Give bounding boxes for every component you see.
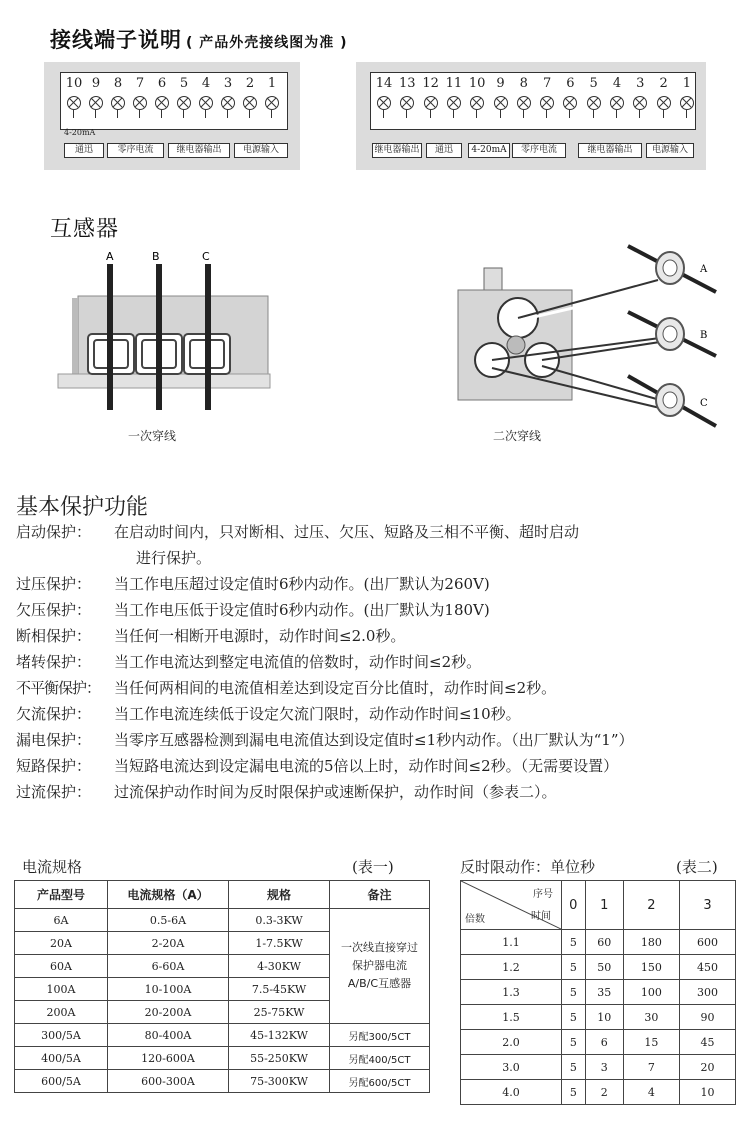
t2-cell: 5 (562, 930, 586, 955)
terminal-lead-left-7 (227, 110, 228, 118)
t2-col-0: 0 (562, 881, 586, 930)
terminal-screw-right-12 (657, 96, 671, 110)
terminal-lead-left-6 (205, 110, 206, 118)
t1-note-line: 保护器电流 (352, 959, 407, 972)
terminal-screw-left-2 (111, 96, 125, 110)
terminal-number-right-13: 1 (682, 76, 692, 91)
t2-cell: 10 (585, 1005, 623, 1030)
table-row (461, 1005, 736, 1030)
terminal-screw-left-1 (89, 96, 103, 110)
terminal-screw-right-0 (377, 96, 391, 110)
terminal-lead-right-4 (476, 110, 477, 118)
t1-cell: 25-75KW (229, 1001, 330, 1024)
terminal-number-right-1: 13 (399, 76, 416, 91)
terminal-number-left-6: 4 (201, 76, 211, 91)
terminals-subtitle: ( 产品外壳接线图为准 ) (186, 35, 348, 51)
terminal-screw-right-2 (424, 96, 438, 110)
t2-cell: 300 (679, 980, 735, 1005)
terminal-lead-left-2 (117, 110, 118, 118)
label-relay-right-1: 继电器输出 (372, 143, 422, 158)
label-power-left: 电源输入 (234, 143, 288, 158)
table-row (15, 909, 430, 932)
t2-cell: 5 (562, 955, 586, 980)
protection-text: 过流保护动作时间为反时限保护或速断保护，动作时间（参表二）。 (114, 783, 557, 801)
protection-key: 欠压保护： (16, 601, 92, 619)
t1-cell: 0.3-3KW (229, 909, 330, 932)
t1-cell: 7.5-45KW (229, 978, 330, 1001)
table-row (15, 1047, 430, 1070)
t2-col-1: 1 (585, 881, 623, 930)
t1-header-spec: 规格 (229, 881, 330, 909)
t1-cell: 400/5A (15, 1047, 108, 1070)
table-row (15, 1024, 430, 1047)
secondary-phase-b: B (700, 330, 708, 341)
t2-cell: 6 (585, 1030, 623, 1055)
table-row (461, 1080, 736, 1105)
t2-corner-left: 倍数 (465, 914, 485, 925)
t1-cell: 100A (15, 978, 108, 1001)
terminal-number-right-0: 14 (375, 76, 393, 91)
protection-item (16, 782, 557, 802)
t2-cell: 4 (623, 1080, 679, 1105)
protection-item (16, 522, 579, 542)
t2-col-3: 3 (679, 881, 735, 930)
transformer-title: 互感器 (50, 217, 120, 242)
terminal-lead-left-4 (161, 110, 162, 118)
protection-text: 当工作电压超过设定值时6秒内动作。(出厂默认为260V) (114, 575, 490, 593)
t1-note: 另配400/5CT (330, 1047, 430, 1070)
t1-cell: 6-60A (108, 955, 229, 978)
table-row (461, 930, 736, 955)
protection-item (16, 574, 490, 594)
terminal-number-left-2: 8 (113, 76, 123, 91)
t2-cell: 15 (623, 1030, 679, 1055)
t2-cell: 4.0 (461, 1080, 562, 1105)
secondary-ct-diagram (448, 240, 723, 430)
label-comm-right: 通迅 (426, 143, 462, 158)
terminal-lead-right-10 (616, 110, 617, 118)
terminal-screw-right-7 (540, 96, 554, 110)
t2-col-2: 2 (623, 881, 679, 930)
protection-item (16, 704, 521, 724)
t2-cell: 50 (585, 955, 623, 980)
protection-key: 过流保护： (16, 783, 92, 801)
t2-cell: 3 (585, 1055, 623, 1080)
terminal-screw-left-6 (199, 96, 213, 110)
protection-item (16, 600, 490, 620)
terminal-lead-right-0 (383, 110, 384, 118)
label-zero-seq-right: 零序电流 (512, 143, 566, 158)
label-relay-left: 继电器输出 (168, 143, 230, 158)
terminal-lead-left-1 (95, 110, 96, 118)
protection-item (16, 756, 618, 776)
protection-item (16, 678, 556, 698)
terminal-screw-left-9 (265, 96, 279, 110)
terminal-number-right-11: 3 (636, 76, 645, 91)
protection-text: 当任何一相断开电源时，动作时间≤2.0秒。 (114, 627, 406, 645)
terminal-screw-right-9 (587, 96, 601, 110)
table2-title: 反时限动作：单位秒 (460, 858, 596, 876)
terminal-lead-right-11 (639, 110, 640, 118)
t1-note-merged (330, 909, 430, 1024)
label-4-20ma-right: 4-20mA (468, 143, 510, 158)
terminal-screw-right-6 (517, 96, 531, 110)
caption-secondary: 二次穿线 (493, 429, 542, 443)
protection-text: 当工作电流连续低于设定欠流门限时，动作动作时间≤10秒。 (114, 705, 521, 723)
secondary-phase-a: A (700, 264, 708, 275)
terminal-lead-right-7 (546, 110, 547, 118)
t2-cell: 5 (562, 1080, 586, 1105)
protection-text: 在启动时间内，只对断相、过压、欠压、短路及三相不平衡、超时启动 (114, 523, 580, 541)
t2-corner (461, 881, 562, 930)
terminal-lead-left-9 (271, 110, 272, 118)
t2-cell: 5 (562, 1005, 586, 1030)
terminal-screw-right-3 (447, 96, 461, 110)
protection-item (16, 730, 634, 750)
current-spec-table (14, 880, 430, 1093)
t2-cell: 90 (679, 1005, 735, 1030)
protection-key: 不平衡保护： (16, 679, 101, 697)
terminal-lead-left-0 (73, 110, 74, 118)
terminal-lead-right-8 (569, 110, 570, 118)
t2-cell: 5 (562, 980, 586, 1005)
phase-label-b: B (152, 250, 160, 263)
t1-note: 另配300/5CT (330, 1024, 430, 1047)
protection-text: 当工作电压低于设定值时6秒内动作。(出厂默认为180V) (114, 601, 490, 619)
terminal-number-left-8: 2 (245, 76, 255, 91)
terminal-lead-left-8 (249, 110, 250, 118)
terminal-number-right-12: 2 (659, 76, 668, 91)
terminal-screw-right-10 (610, 96, 624, 110)
t1-cell: 60A (15, 955, 108, 978)
label-power-right: 电源输入 (646, 143, 694, 158)
table-row (461, 1030, 736, 1055)
t2-cell: 1.1 (461, 930, 562, 955)
t1-note: 另配600/5CT (330, 1070, 430, 1093)
protection-key: 漏电保护： (16, 731, 92, 749)
t2-cell: 100 (623, 980, 679, 1005)
t1-cell: 0.5-6A (108, 909, 229, 932)
label-zero-seq-left: 零序电流 (107, 143, 164, 158)
t2-cell: 5 (562, 1030, 586, 1055)
t2-cell: 20 (679, 1055, 735, 1080)
terminal-number-left-9: 1 (267, 76, 277, 91)
protection-item (16, 652, 481, 672)
protection-key: 短路保护： (16, 757, 92, 775)
t2-cell: 1.2 (461, 955, 562, 980)
t2-cell: 5 (562, 1055, 586, 1080)
t1-cell: 4-30KW (229, 955, 330, 978)
t1-cell: 55-250KW (229, 1047, 330, 1070)
terminal-lead-right-6 (523, 110, 524, 118)
caption-primary: 一次穿线 (128, 429, 177, 443)
phase-label-c: C (202, 250, 210, 263)
t1-cell: 80-400A (108, 1024, 229, 1047)
table1-title: 电流规格 (22, 858, 83, 876)
t1-cell: 2-20A (108, 932, 229, 955)
table-row (461, 980, 736, 1005)
terminal-number-left-0: 10 (65, 76, 83, 91)
t2-cell: 3.0 (461, 1055, 562, 1080)
terminal-number-left-3: 7 (135, 76, 145, 91)
terminal-screw-right-13 (680, 96, 694, 110)
t1-cell: 10-100A (108, 978, 229, 1001)
protection-item (16, 626, 405, 646)
t1-cell: 300/5A (15, 1024, 108, 1047)
terminal-screw-left-4 (155, 96, 169, 110)
protection-key: 堵转保护： (16, 653, 92, 671)
protection-text: 当任何两相间的电流值相差达到设定百分比值时，动作时间≤2秒。 (114, 679, 557, 697)
terminal-number-right-8: 6 (566, 76, 575, 91)
terminal-lead-right-1 (406, 110, 407, 118)
t1-header-model: 产品型号 (15, 881, 108, 909)
table-row (461, 1055, 736, 1080)
terminal-lead-right-5 (500, 110, 501, 118)
terminal-lead-right-3 (453, 110, 454, 118)
t2-cell: 7 (623, 1055, 679, 1080)
t1-cell: 45-132KW (229, 1024, 330, 1047)
t2-cell: 45 (679, 1030, 735, 1055)
phase-label-a: A (106, 250, 114, 263)
table1-tag: (表一) (352, 858, 394, 876)
terminal-number-right-6: 8 (519, 76, 528, 91)
terminal-number-left-5: 5 (179, 76, 189, 91)
t2-cell: 1.3 (461, 980, 562, 1005)
tag-4-20ma-left: 4-20mA (64, 128, 96, 137)
terminal-number-right-10: 4 (612, 76, 622, 91)
primary-ct-diagram (50, 246, 280, 426)
t1-cell: 1-7.5KW (229, 932, 330, 955)
t1-note-line: 一次线直接穿过 (341, 941, 418, 954)
t2-cell: 30 (623, 1005, 679, 1030)
t1-header-range: 电流规格（A） (108, 881, 229, 909)
protection-key: 断相保护： (16, 627, 92, 645)
label-relay-right-2: 继电器输出 (578, 143, 642, 158)
protection-item (16, 548, 211, 568)
label-comm-left: 通迅 (64, 143, 104, 158)
protection-title: 基本保护功能 (16, 495, 149, 520)
table-row (15, 1070, 430, 1093)
inverse-time-table (460, 880, 736, 1105)
terminal-number-right-9: 5 (589, 76, 598, 91)
protection-text: 进行保护。 (136, 549, 212, 567)
terminal-screw-left-3 (133, 96, 147, 110)
t1-note-line: A/B/C互感器 (347, 977, 412, 990)
t1-cell: 20A (15, 932, 108, 955)
t2-corner-mid: 时间 (531, 911, 551, 922)
terminal-screw-left-0 (67, 96, 81, 110)
t1-header-note: 备注 (330, 881, 430, 909)
protection-key: 过压保护： (16, 575, 92, 593)
terminal-screw-left-8 (243, 96, 257, 110)
terminal-number-left-7: 3 (223, 76, 233, 91)
t2-cell: 150 (623, 955, 679, 980)
t2-cell: 2.0 (461, 1030, 562, 1055)
t2-cell: 35 (585, 980, 623, 1005)
terminal-lead-right-13 (686, 110, 687, 118)
terminal-screw-left-7 (221, 96, 235, 110)
t1-cell: 600-300A (108, 1070, 229, 1093)
table-row (461, 955, 736, 980)
protection-text: 当工作电流达到整定电流值的倍数时，动作时间≤2秒。 (114, 653, 482, 671)
t1-cell: 200A (15, 1001, 108, 1024)
t1-cell: 120-600A (108, 1047, 229, 1070)
terminal-number-right-2: 12 (422, 76, 439, 91)
table2-tag: (表二) (676, 858, 718, 876)
terminal-lead-right-12 (663, 110, 664, 118)
t1-cell: 20-200A (108, 1001, 229, 1024)
terminal-lead-right-9 (593, 110, 594, 118)
t2-cell: 2 (585, 1080, 623, 1105)
terminal-number-right-3: 11 (445, 76, 463, 91)
t2-cell: 600 (679, 930, 735, 955)
t1-cell: 600/5A (15, 1070, 108, 1093)
terminal-number-right-5: 9 (496, 76, 505, 91)
terminal-number-left-1: 9 (91, 76, 101, 91)
protection-key: 启动保护： (16, 523, 92, 541)
secondary-phase-c: C (700, 398, 708, 409)
t2-cell: 180 (623, 930, 679, 955)
protection-text: 当短路电流达到设定漏电电流的5倍以上时，动作时间≤2秒。（无需要设置） (114, 757, 619, 775)
terminal-number-right-7: 7 (542, 76, 552, 91)
terminal-screw-left-5 (177, 96, 191, 110)
protection-text: 当零序互感器检测到漏电电流值达到设定值时≤1秒内动作。（出厂默认为“1”） (114, 731, 634, 749)
terminal-number-left-4: 6 (157, 76, 167, 91)
protection-key: 欠流保护： (16, 705, 92, 723)
t2-cell: 60 (585, 930, 623, 955)
terminal-number-right-4: 10 (468, 76, 486, 91)
terminals-title: 接线端子说明 ( 产品外壳接线图为准 ) (50, 28, 348, 52)
t2-cell: 450 (679, 955, 735, 980)
t2-corner-top: 序号 (533, 889, 553, 900)
t1-cell: 75-300KW (229, 1070, 330, 1093)
t1-cell: 6A (15, 909, 108, 932)
terminal-lead-left-3 (139, 110, 140, 118)
terminal-screw-right-5 (494, 96, 508, 110)
terminal-lead-left-5 (183, 110, 184, 118)
t2-cell: 10 (679, 1080, 735, 1105)
t2-cell: 1.5 (461, 1005, 562, 1030)
terminal-lead-right-2 (430, 110, 431, 118)
